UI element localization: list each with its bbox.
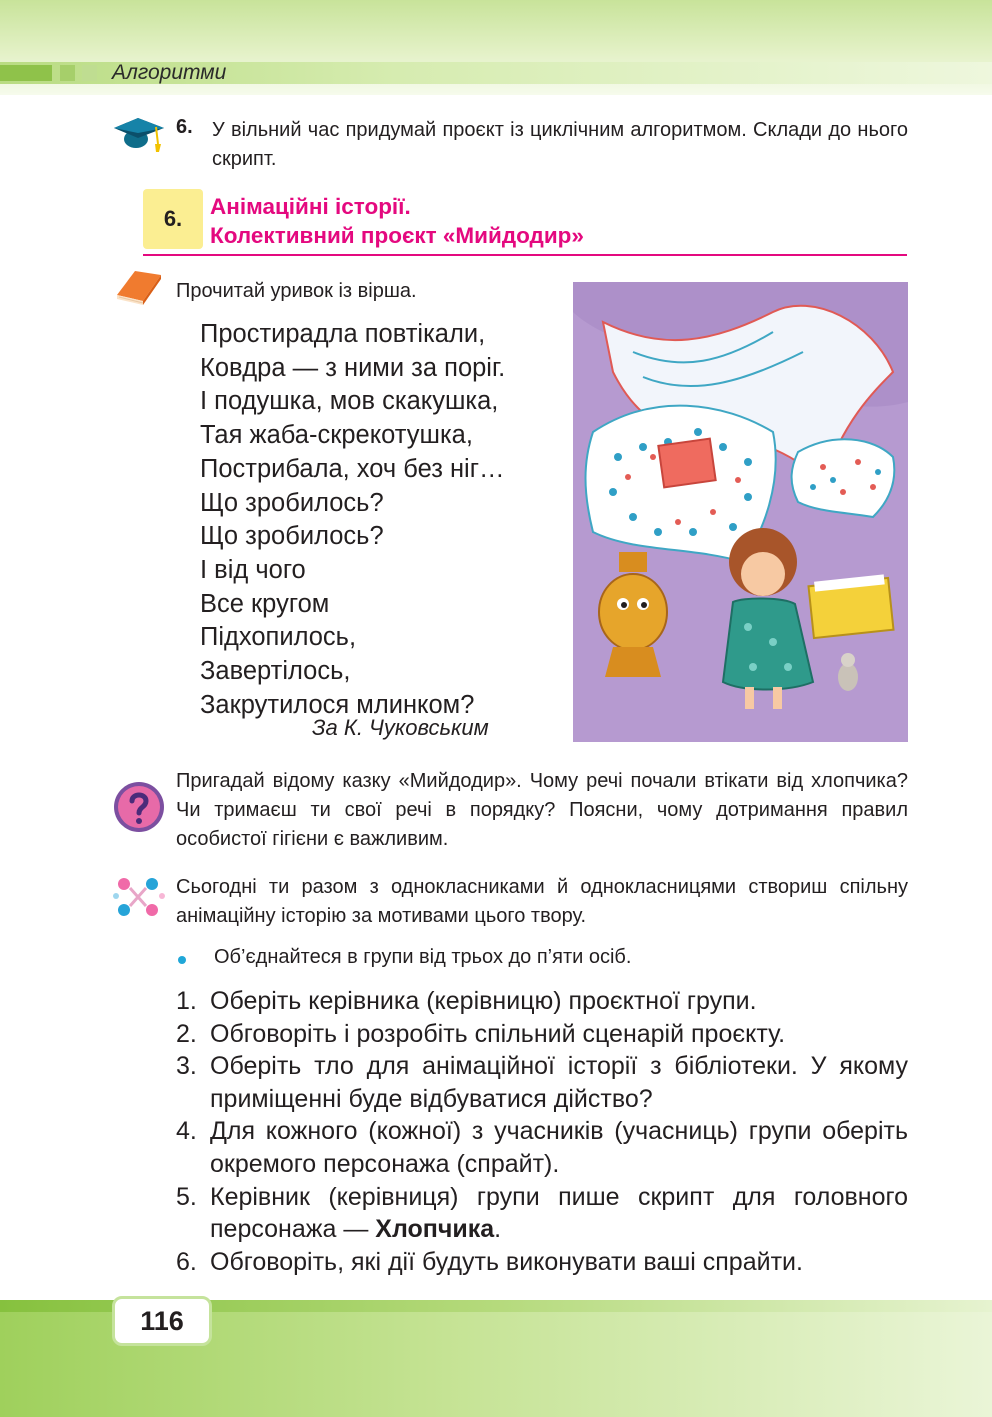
page-number: 116 <box>112 1296 212 1346</box>
poem-line: Закрутилося млинком? <box>200 690 475 719</box>
poem-line: Простирадла повтікали, <box>200 320 486 348</box>
step-number: 1. <box>176 987 197 1015</box>
poem-line: Пострибала, хоч без ніг… <box>200 454 505 483</box>
list-item <box>176 1246 908 1279</box>
poem-line: Що зробилось? <box>200 522 384 551</box>
list-item <box>176 1115 908 1180</box>
step-text: Оберіть тло для анімаційної історії з бібліотеки. У якому приміщенні буде відбуватися дійство? <box>210 1052 908 1113</box>
step-end: . <box>494 1215 502 1244</box>
lesson-title <box>210 192 584 250</box>
moidodyr-illustration <box>573 282 908 742</box>
step-text-wrapper <box>210 1181 908 1246</box>
task-number: 6. <box>176 116 193 138</box>
bullet-dot <box>178 956 186 964</box>
graduation-cap-icon <box>112 112 168 156</box>
list-item <box>176 985 908 1018</box>
task-text: У вільний час придумай проєкт із циклічним алгоритмом. Склади до нього скрипт. <box>212 119 908 170</box>
step-number: 6. <box>176 1247 197 1276</box>
step-text: Для кожного (кожної) з учасників (учасниць) групи оберіть окремого персонажа (спрайт). <box>210 1117 908 1178</box>
steps-list <box>176 985 908 1278</box>
lesson-title-line: Анімаційні історії. <box>210 194 411 219</box>
poem-line: І подушка, мов скакушка, <box>200 387 499 416</box>
poem-line: Завертілось, <box>200 657 351 686</box>
header-block <box>82 65 97 81</box>
step-number: 4. <box>176 1117 197 1146</box>
list-item <box>176 1050 908 1115</box>
step-number: 5. <box>176 1182 197 1211</box>
poem-line: І від чого <box>200 555 306 584</box>
title-underline <box>143 254 907 256</box>
book-icon <box>113 265 165 307</box>
poem-line: Підхопилось, <box>200 623 357 652</box>
step-text: Обговоріть, які дії будуть виконувати ваші спрайти. <box>210 1247 803 1276</box>
step-number: 3. <box>176 1052 197 1081</box>
question-mark-icon <box>112 780 166 834</box>
lesson-number-badge: 6. <box>143 189 203 249</box>
step-bold-word: Хлопчика <box>375 1215 495 1244</box>
list-item <box>176 1018 908 1051</box>
poem-line: Тая жаба-скрекотушка, <box>200 421 473 450</box>
step-text: Оберіть керівника (керівницю) проєктної групи. <box>210 987 757 1015</box>
section-title: Алгоритми <box>112 61 227 84</box>
poem-line: Що зробилось? <box>200 488 384 517</box>
poem <box>200 318 505 722</box>
poem-line: Ковдра — з ними за поріг. <box>200 353 506 382</box>
question-text: Пригадай відому казку «Мийдодир». Чому речі почали втікати від хлопчика? Чи тримаєш ти свої речі в порядку? Поясни, чому дотримання правил особистої гігієни є важливим. <box>176 770 908 850</box>
reading-prompt: Прочитай уривок із вірша. <box>176 280 417 302</box>
poem-author: За К. Чуковським <box>312 715 489 740</box>
bullet-text: Об’єднайтеся в групи від трьох до п’яти осіб. <box>214 946 632 968</box>
teamwork-text: Сьогодні ти разом з однокласниками й однокласницями створиш спільну анімаційну історію за мотивами цього твору. <box>176 876 908 927</box>
header-block <box>60 65 75 81</box>
teamwork-icon <box>112 874 166 922</box>
step-text: Обговоріть і розробіть спільний сценарій проєкту. <box>210 1019 786 1048</box>
list-item <box>176 1181 908 1246</box>
poem-line: Все кругом <box>200 589 330 618</box>
header-block <box>0 65 52 81</box>
step-number: 2. <box>176 1019 197 1048</box>
lesson-title-line: Колективний проєкт «Мийдодир» <box>210 223 584 248</box>
step-text: Керівник (керівниця) групи пише скрипт для головного персонажа — <box>210 1182 908 1244</box>
